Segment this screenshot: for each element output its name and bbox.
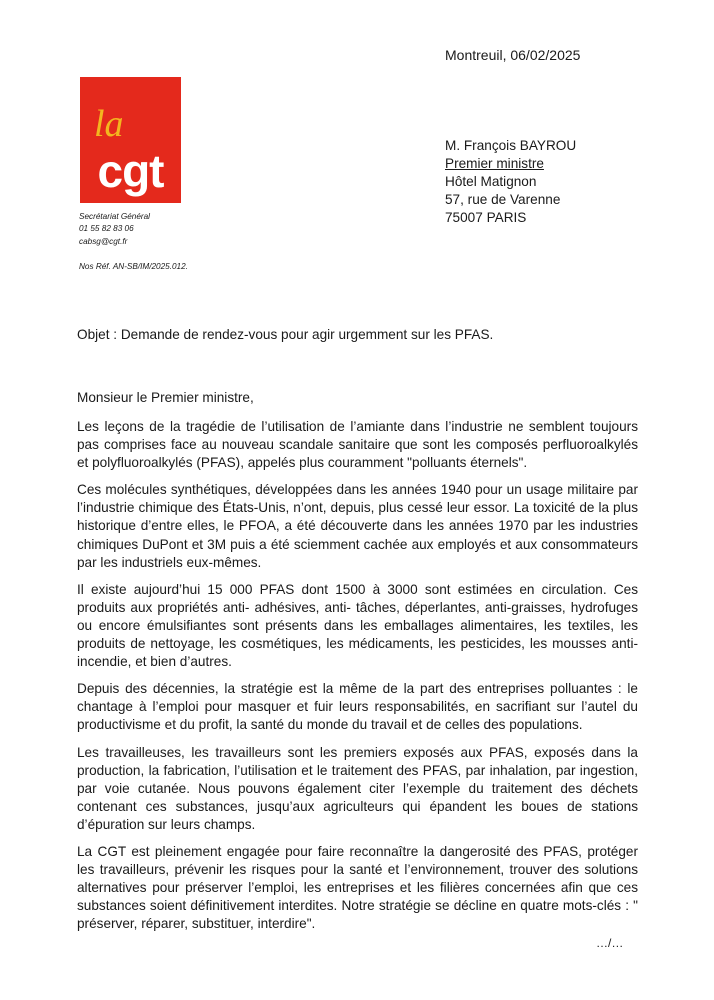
logo-cgt-text: cgt [97, 145, 164, 197]
recipient-address [445, 137, 576, 227]
paragraph-6: La CGT est pleinement engagée pour faire reconnaître la dangerosité des PFAS, protéger les travailleurs, prévenir les risques pour la santé et l’environnement, trouver des solutions alternatives pour préserver l’emploi, les entreprises et les filières concernées afin que ces substances soient définitivement interdites. Notre stratégie se décline en quatre mots-clés : " préserver, réparer, substituer, interdire". [77, 843, 638, 932]
cgt-logo [80, 77, 181, 203]
letter-greeting: Monsieur le Premier ministre, [77, 390, 254, 405]
letter-body [77, 418, 638, 942]
recipient-title: Premier ministre [445, 156, 544, 171]
reference-number: Nos Réf. AN-SB/IM/2025.012. [79, 262, 188, 271]
continuation-mark: …/… [596, 936, 624, 950]
recipient-address-line2: 57, rue de Varenne [445, 192, 561, 207]
paragraph-5: Les travailleuses, les travailleurs sont les premiers exposés aux PFAS, exposés dans la production, la fabrication, l’utilisation et le traitement des PFAS, par inhalation, par ingestion, par voie cutanée. Nous pouvons également citer l’exemple du traitement des déchets contenant ces substances, jusqu’aux agriculteurs qui épandent les boues de stations d’épuration sur leurs champs. [77, 744, 638, 832]
sender-department: Secrétariat Général [79, 212, 150, 221]
recipient-name: M. François BAYROU [445, 138, 577, 153]
paragraph-1: Les leçons de la tragédie de l’utilisation de l’amiante dans l’industrie ne semblent toujours pas comprises face au nouveau scandale sanitaire que sont les composés perfluoroalkylés et polyfluoroalkylés (PFAS), appelés plus couramment "polluants éternels". [77, 419, 638, 471]
logo-la-text: la [94, 103, 124, 145]
paragraph-2: Ces molécules synthétiques, développées dans les années 1940 pour un usage militaire par l’industrie chimique des États-Unis, n’ont, depuis, plus cessé leur essor. La toxicité de la plus historique d’entre elles, le PFOA, a été découverte dans les années 1970 par les industries chimiques DuPont et 3M puis a été sciemment cachée aux employés et aux consommateurs par les industriels eux-mêmes. [77, 482, 638, 570]
recipient-address-line3: 75007 PARIS [445, 210, 527, 225]
sender-phone: 01 55 82 83 06 [79, 224, 134, 234]
sender-email: cabsg@cgt.fr [79, 236, 128, 246]
paragraph-3: Il existe aujourd’hui 15 000 PFAS dont 1500 à 3000 sont estimées en circulation. Ces produits aux propriétés anti- adhésives, anti- tâches, déperlantes, anti-graisses, hydrofuges ou encore émulsifiantes sont présents dans les emballages alimentaires, les textiles, les produits de nettoyage, les cosmétiques, les médicaments, les pesticides, les mousses anti-incendie, et bien d’autres. [77, 581, 638, 670]
place-date: Montreuil, 06/02/2025 [445, 47, 581, 63]
cgt-logo-graphic [80, 77, 181, 203]
recipient-address-line1: Hôtel Matignon [445, 174, 537, 189]
paragraph-4: Depuis des décennies, la stratégie est la même de la part des entreprises polluantes : le chantage à l’emploi pour masquer et fuir leurs responsabilités, en sacrifiant sur l’autel du productivisme et du profit, la santé du monde du travail et de celles des populations. [77, 681, 638, 733]
sender-block [79, 211, 150, 248]
letter-subject: Objet : Demande de rendez-vous pour agir urgemment sur les PFAS. [77, 327, 494, 342]
